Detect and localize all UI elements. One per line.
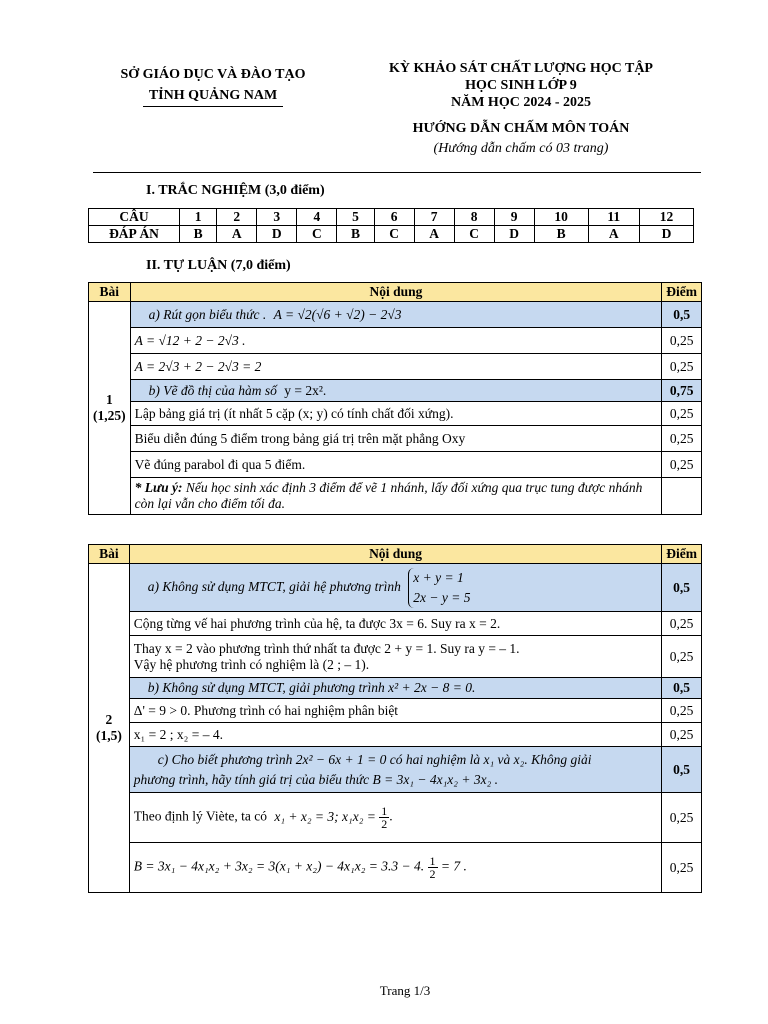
page-number: Trang 1/3 <box>379 983 431 998</box>
essay-table-1 <box>88 282 702 515</box>
part-c-prompt <box>129 747 661 793</box>
table-row <box>89 354 702 380</box>
score-cell: 0,5 <box>662 302 702 328</box>
table-row <box>89 843 702 893</box>
mc-a: A <box>217 226 257 243</box>
mc-q: 12 <box>639 209 693 226</box>
score-cell: 0,25 <box>662 612 702 636</box>
mc-a: D <box>639 226 693 243</box>
table-row <box>89 328 702 354</box>
mc-answer-row <box>89 226 694 243</box>
mc-a: B <box>180 226 217 243</box>
note-text <box>130 478 662 515</box>
step-text: A = √12 + 2 − 2√3 . <box>130 328 662 354</box>
col-content: Nội dung <box>130 283 662 302</box>
table-header <box>89 545 702 564</box>
table-row <box>89 636 702 678</box>
score-cell: 0,25 <box>662 354 702 380</box>
mc-a: C <box>454 226 494 243</box>
score-cell: 0,25 <box>662 699 702 723</box>
part-c-line2: phương trình, hãy tính giá trị của biểu thức B = 3x₁ − 4x₁x₂ + 3x₂ . <box>133 771 499 787</box>
table-row <box>89 747 702 793</box>
fraction-den: 2 <box>429 867 436 881</box>
exam-line2: HỌC SINH LỚP 9 <box>465 78 577 93</box>
score-cell-empty <box>662 478 702 515</box>
part-b-prompt <box>130 380 662 402</box>
step-prefix: Theo định lý Viète, ta có <box>133 808 267 824</box>
table-row <box>89 302 702 328</box>
table-row <box>89 452 702 478</box>
col-content: Nội dung <box>129 545 661 564</box>
section1-title: I. TRẮC NGHIỆM (3,0 điểm) <box>146 183 325 198</box>
fraction-den: 2 <box>381 817 388 831</box>
part-b-prompt: b) Không sử dụng MTCT, giải phương trình x² + 2x − 8 = 0. <box>129 678 661 699</box>
problem-points: (1,25) <box>93 408 126 423</box>
note-label: * Lưu ý: <box>134 480 183 495</box>
step-text <box>129 636 661 678</box>
mc-a: B <box>534 226 588 243</box>
score-cell: 0,25 <box>662 452 702 478</box>
step-text <box>129 843 661 893</box>
part-b-text: b) Vẽ đồ thị của hàm số <box>148 382 277 398</box>
mc-a: A <box>414 226 454 243</box>
note-body: Nếu học sinh xác định 3 điểm để vẽ 1 nhánh, lấy đối xứng qua trục tung được nhánh còn lại vẫn cho điểm tối đa. <box>134 480 643 511</box>
mc-q: 9 <box>494 209 534 226</box>
equation-1: x + y = 1 <box>413 569 464 585</box>
step-text: Vẽ đúng parabol đi qua 5 điểm. <box>130 452 662 478</box>
exam-line1: KỲ KHẢO SÁT CHẤT LƯỢNG HỌC TẬP <box>389 61 653 76</box>
mc-q: 2 <box>217 209 257 226</box>
step-text: A = 2√3 + 2 − 2√3 = 2 <box>130 354 662 380</box>
part-a-prompt <box>129 564 661 612</box>
step-text: Cộng từng vế hai phương trình của hệ, ta được 3x = 6. Suy ra x = 2. <box>129 612 661 636</box>
step-line: Thay x = 2 vào phương trình thứ nhất ta được 2 + y = 1. Suy ra y = – 1. <box>133 640 520 656</box>
score-cell: 0,25 <box>662 843 702 893</box>
score-cell: 0,25 <box>662 402 702 426</box>
score-cell: 0,25 <box>662 426 702 452</box>
part-b-expr: y = 2x². <box>284 382 327 398</box>
page-count-note: (Hướng dẫn chấm có 03 trang) <box>433 141 609 156</box>
mc-q: 11 <box>588 209 639 226</box>
table-row <box>89 478 702 515</box>
mc-q: 4 <box>297 209 337 226</box>
department-header <box>88 64 338 107</box>
part-a-prompt <box>130 302 662 328</box>
problem-label: 2 <box>105 712 113 727</box>
fraction-num: 1 <box>381 804 388 818</box>
mc-question-label: CÂU <box>89 209 180 226</box>
mc-q: 5 <box>337 209 374 226</box>
mc-a: C <box>297 226 337 243</box>
mc-q: 1 <box>180 209 217 226</box>
table-header <box>89 283 702 302</box>
problem-number <box>89 302 131 515</box>
table-row <box>89 380 702 402</box>
score-cell: 0,5 <box>662 678 702 699</box>
equation-2: 2x − y = 5 <box>413 589 471 605</box>
step-line: Vậy hệ phương trình có nghiệm là (2 ; – 1). <box>133 656 370 672</box>
table-row <box>89 426 702 452</box>
fraction <box>428 855 438 880</box>
col-score: Điểm <box>662 545 702 564</box>
step-expr: x₁ + x₂ = 3; x₁x₂ = <box>274 808 376 824</box>
score-cell: 0,75 <box>662 380 702 402</box>
multiple-choice-table <box>88 208 694 243</box>
mc-q: 3 <box>257 209 297 226</box>
step-expr: B = 3x₁ − 4x₁x₂ + 3x₂ = 3(x₁ + x₂) − 4x₁x₂ = 3.3 − 4. <box>133 858 425 874</box>
mc-q: 6 <box>374 209 414 226</box>
section2-title: II. TỰ LUẬN (7,0 điểm) <box>146 258 291 273</box>
mc-a: C <box>374 226 414 243</box>
mc-a: B <box>337 226 374 243</box>
fraction <box>379 805 389 830</box>
step-text: Lập bảng giá trị (ít nhất 5 cặp (x; y) có tính chất đối xứng). <box>130 402 662 426</box>
exam-header <box>356 60 686 157</box>
mc-question-row <box>89 209 694 226</box>
score-cell: 0,5 <box>662 747 702 793</box>
table-row <box>89 678 702 699</box>
col-bai: Bài <box>89 545 130 564</box>
header-divider <box>93 172 701 173</box>
table-row <box>89 723 702 747</box>
table-row <box>89 612 702 636</box>
step-tail: = 7 . <box>440 858 467 874</box>
table-row <box>89 402 702 426</box>
mc-q: 10 <box>534 209 588 226</box>
table-row <box>89 793 702 843</box>
mc-a: A <box>588 226 639 243</box>
part-a-text: a) Không sử dụng MTCT, giải hệ phương trình <box>147 578 401 594</box>
problem-points: (1,5) <box>95 728 122 743</box>
fraction-num: 1 <box>429 854 436 868</box>
table-row <box>89 564 702 612</box>
score-cell: 0,5 <box>662 564 702 612</box>
department-line1: SỞ GIÁO DỤC VÀ ĐÀO TẠO <box>120 67 306 82</box>
mc-answer-label: ĐÁP ÁN <box>89 226 180 243</box>
essay-table-2 <box>88 544 702 893</box>
mc-q: 7 <box>414 209 454 226</box>
subject-title: HƯỚNG DẪN CHẤM MÔN TOÁN <box>412 121 630 136</box>
mc-a: D <box>494 226 534 243</box>
exam-line3: NĂM HỌC 2024 - 2025 <box>451 95 591 110</box>
part-a-expr: A = √2(√6 + √2) − 2√3 <box>273 306 402 322</box>
problem-number <box>89 564 130 893</box>
step-text: x₁ = 2 ; x₂ = – 4. <box>129 723 661 747</box>
department-line2: TỈNH QUẢNG NAM <box>143 85 283 107</box>
score-cell: 0,25 <box>662 636 702 678</box>
problem-label: 1 <box>105 392 113 407</box>
step-text: Biểu diễn đúng 5 điểm trong bảng giá trị trên mặt phẳng Oxy <box>130 426 662 452</box>
table-row <box>89 699 702 723</box>
step-text: Δ' = 9 > 0. Phương trình có hai nghiệm phân biệt <box>129 699 661 723</box>
score-cell: 0,25 <box>662 328 702 354</box>
mc-a: D <box>257 226 297 243</box>
equation-system <box>408 568 470 608</box>
score-cell: 0,25 <box>662 793 702 843</box>
col-score: Điểm <box>662 283 702 302</box>
part-a-text: a) Rút gọn biểu thức . <box>148 306 267 322</box>
col-bai: Bài <box>89 283 131 302</box>
score-cell: 0,25 <box>662 723 702 747</box>
step-text: Theo định lý Viète, ta có x₁ + x₂ = 3; x₁x₂ = $\frac{1}{2}$ . <box>129 793 661 843</box>
part-c-line1: c) Cho biết phương trình 2x² − 6x + 1 = 0 có hai nghiệm là x₁ và x₂. Không giải <box>157 751 592 767</box>
mc-q: 8 <box>454 209 494 226</box>
